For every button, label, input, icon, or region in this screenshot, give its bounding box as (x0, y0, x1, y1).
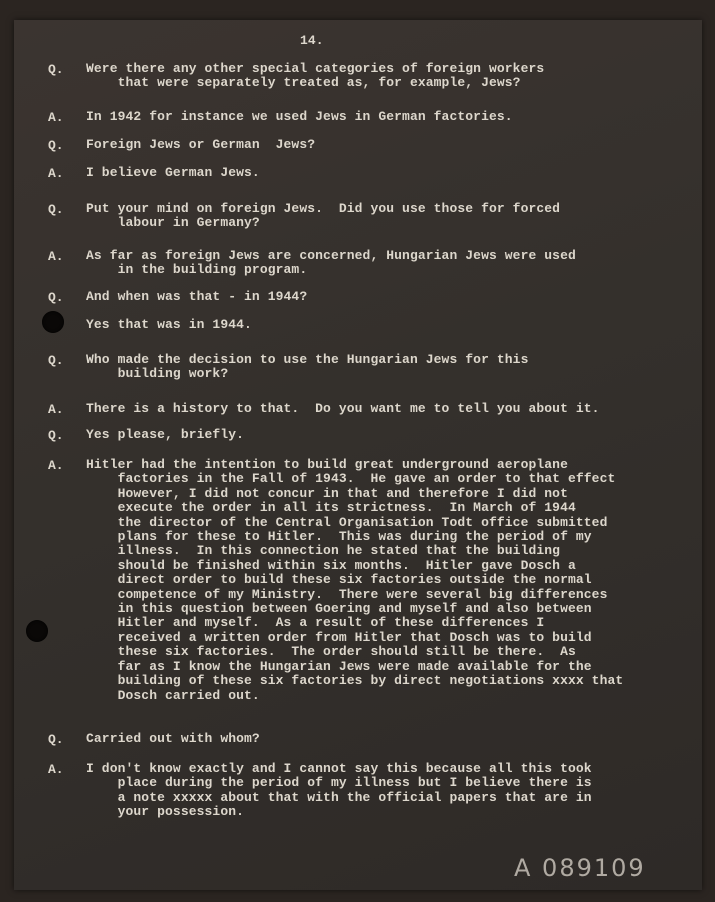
text-line: However, I did not concur in that and therefore I did not (86, 485, 568, 501)
text-line: these six factories. The order should still be there. As (86, 644, 576, 660)
punch-hole (26, 620, 48, 642)
text-line: In 1942 for instance we used Jews in German factories. (86, 109, 513, 124)
answer-marker: A. (48, 249, 64, 264)
text-line: Hitler had the intention to build great underground aeroplane (86, 457, 568, 472)
answer-marker: A. (48, 402, 64, 417)
text-line: And when was that - in 1944? (86, 289, 308, 304)
text-line: received a written order from Hitler that Dosch was to build (86, 629, 592, 645)
text-line: competence of my Ministry. There were several big differences (86, 586, 608, 602)
question-marker: Q. (48, 62, 64, 77)
text-line: I don't know exactly and I cannot say this because all this took (86, 761, 592, 776)
question-marker: Q. (48, 290, 64, 305)
text-line: factories in the Fall of 1943. He gave an order to that effect (86, 471, 616, 487)
text-line: labour in Germany? (86, 215, 260, 231)
question-text (86, 138, 315, 152)
question-text (86, 732, 260, 746)
question-marker: Q. (48, 353, 64, 368)
text-line: Were there any other special categories of foreign workers (86, 61, 545, 76)
text-line: illness. In this connection he stated that the building (86, 543, 561, 559)
text-line: in the building program. (86, 262, 308, 278)
document-page (14, 20, 702, 890)
question-text (86, 62, 544, 91)
archive-stamp: A 089109 (514, 854, 646, 882)
text-line: Yes please, briefly. (86, 427, 245, 442)
answer-marker: A. (48, 458, 64, 473)
question-marker: Q. (48, 732, 64, 747)
answer-text (86, 458, 623, 703)
text-line: building of these six factories by direct negotiations xxxx that (86, 673, 624, 689)
text-line: plans for these to Hitler. This was during the period of my (86, 529, 592, 545)
text-line: a note xxxxx about that with the official papers that are in (86, 789, 592, 805)
question-text (86, 353, 528, 382)
text-line: Yes that was in 1944. (86, 317, 252, 332)
answer-text (86, 110, 513, 124)
question-text (86, 290, 307, 304)
question-text (86, 428, 244, 442)
text-line: in this question between Goering and myself and also between (86, 601, 592, 617)
question-marker: Q. (48, 202, 64, 217)
text-line: Who made the decision to use the Hungarian Jews for this (86, 352, 529, 367)
text-line: There is a history to that. Do you want me to tell you about it. (86, 401, 600, 416)
answer-text (86, 166, 260, 180)
text-line: the director of the Central Organisation Todt office submitted (86, 514, 608, 530)
answer-marker: A. (48, 166, 64, 181)
answer-text (86, 249, 576, 278)
page-number: 14. (300, 33, 324, 48)
text-line: your possession. (86, 804, 245, 820)
text-line: place during the period of my illness but I believe there is (86, 775, 592, 791)
text-line: Hitler and myself. As a result of these differences I (86, 615, 545, 631)
answer-marker: A. (48, 762, 64, 777)
text-line: As far as foreign Jews are concerned, Hungarian Jews were used (86, 248, 576, 263)
text-line: that were separately treated as, for example, Jews? (86, 75, 521, 91)
question-marker: Q. (48, 138, 64, 153)
punch-hole (42, 311, 64, 333)
question-marker: Q. (48, 428, 64, 443)
text-line: I believe German Jews. (86, 165, 260, 180)
answer-text (86, 318, 252, 332)
text-line: far as I know the Hungarian Jews were made available for the (86, 658, 592, 674)
text-line: execute the order in all its strictness. In March of 1944 (86, 500, 576, 516)
question-text (86, 202, 560, 231)
answer-text (86, 402, 600, 416)
text-line: direct order to build these six factories outside the normal (86, 572, 592, 588)
text-line: Dosch carried out. (86, 687, 260, 703)
text-line: Put your mind on foreign Jews. Did you use those for forced (86, 201, 561, 216)
text-line: should be finished within six months. Hitler gave Dosch a (86, 557, 576, 573)
text-line: Carried out with whom? (86, 731, 260, 746)
text-line: Foreign Jews or German Jews? (86, 137, 316, 152)
answer-text (86, 762, 592, 820)
answer-marker: A. (48, 110, 64, 125)
text-line: building work? (86, 366, 229, 382)
